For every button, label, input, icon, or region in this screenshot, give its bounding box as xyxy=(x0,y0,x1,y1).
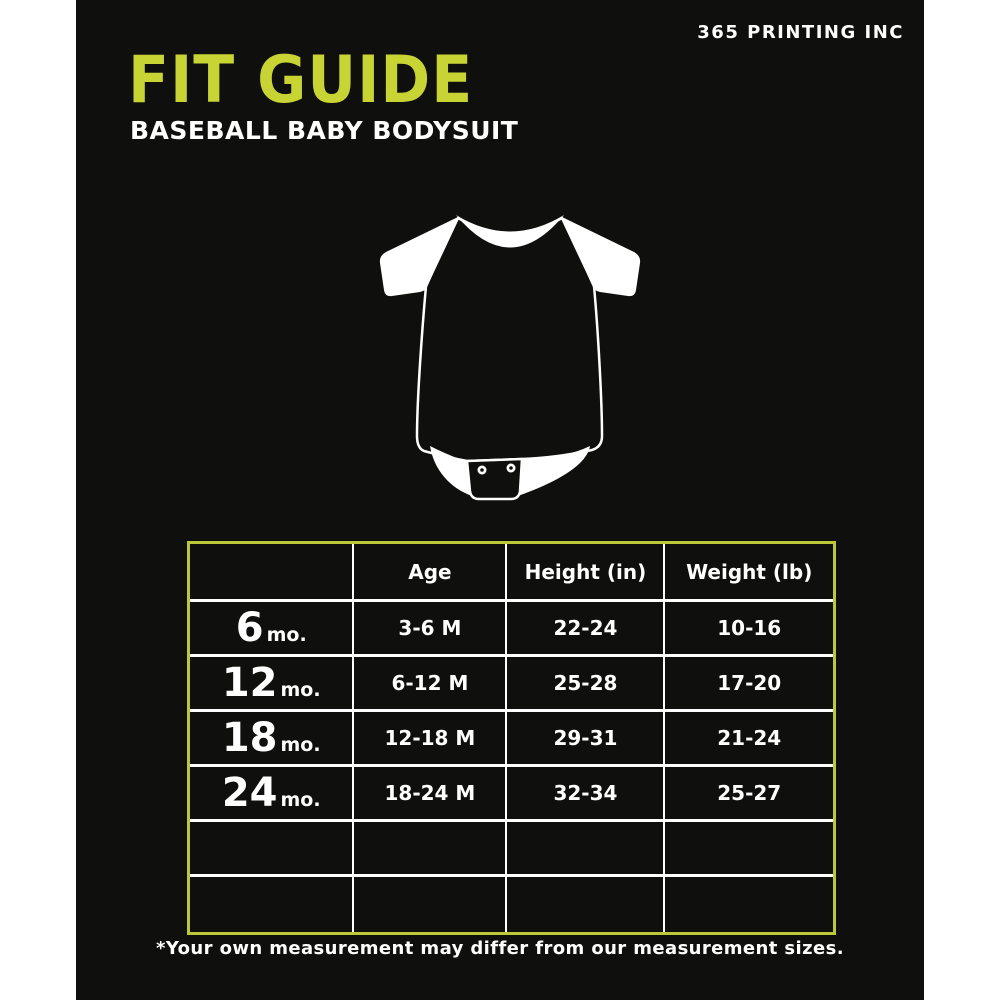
size-cell xyxy=(190,767,354,822)
empty-cell xyxy=(354,822,507,877)
header-size xyxy=(190,544,354,602)
page-title: FIT GUIDE xyxy=(128,42,474,119)
empty-cell xyxy=(665,822,833,877)
size-chart-table xyxy=(187,541,836,935)
size-cell xyxy=(190,657,354,712)
size-unit: mo. xyxy=(280,734,321,756)
age-cell: 18-24 M xyxy=(354,767,507,822)
age-cell: 3-6 M xyxy=(354,602,507,657)
empty-cell xyxy=(190,877,354,932)
height-cell: 25-28 xyxy=(507,657,665,712)
size-number: 24 xyxy=(221,770,278,816)
header-age: Age xyxy=(354,544,507,602)
fit-guide-panel xyxy=(76,0,924,1000)
age-cell: 6-12 M xyxy=(354,657,507,712)
size-chart-empty-row xyxy=(190,877,833,932)
size-chart-row-12mo xyxy=(190,657,833,712)
header-height: Height (in) xyxy=(507,544,665,602)
brand-name: 365 PRINTING INC xyxy=(697,22,904,43)
size-number: 6 xyxy=(235,605,264,651)
weight-cell: 17-20 xyxy=(665,657,833,712)
weight-cell: 21-24 xyxy=(665,712,833,767)
baby-bodysuit-illustration xyxy=(350,190,670,520)
header-weight: Weight (lb) xyxy=(665,544,833,602)
weight-cell: 10-16 xyxy=(665,602,833,657)
size-unit: mo. xyxy=(280,789,321,811)
height-cell: 29-31 xyxy=(507,712,665,767)
size-number: 12 xyxy=(221,660,278,706)
size-chart-row-24mo xyxy=(190,767,833,822)
size-cell xyxy=(190,712,354,767)
height-cell: 22-24 xyxy=(507,602,665,657)
empty-cell xyxy=(507,822,665,877)
size-cell xyxy=(190,602,354,657)
empty-cell xyxy=(665,877,833,932)
size-chart-empty-row xyxy=(190,822,833,877)
size-number: 18 xyxy=(221,715,278,761)
height-cell: 32-34 xyxy=(507,767,665,822)
measurement-disclaimer: *Your own measurement may differ from our measurement sizes. xyxy=(156,938,844,959)
empty-cell xyxy=(354,877,507,932)
empty-cell xyxy=(190,822,354,877)
size-unit: mo. xyxy=(280,679,321,701)
page-subtitle: BASEBALL BABY BODYSUIT xyxy=(130,116,519,145)
age-cell: 12-18 M xyxy=(354,712,507,767)
size-chart-header-row xyxy=(190,544,833,602)
size-chart-row-6mo xyxy=(190,602,833,657)
empty-cell xyxy=(507,877,665,932)
size-unit: mo. xyxy=(266,624,307,646)
weight-cell: 25-27 xyxy=(665,767,833,822)
size-chart-row-18mo xyxy=(190,712,833,767)
